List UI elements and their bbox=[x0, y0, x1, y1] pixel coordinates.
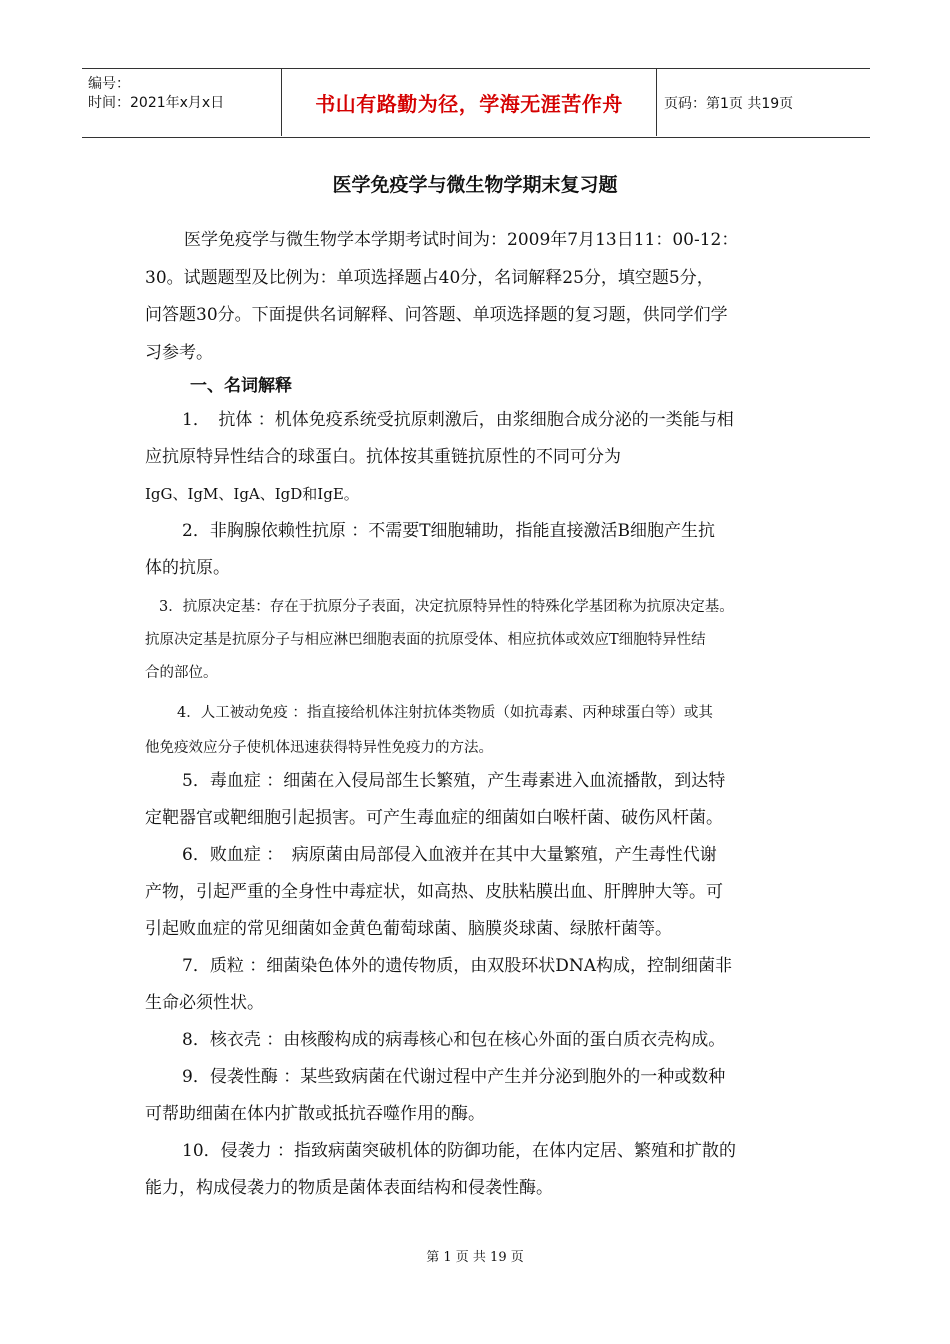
section-heading: 一、名词解释 bbox=[190, 376, 292, 396]
page-header bbox=[82, 68, 870, 138]
term-5 bbox=[145, 763, 825, 837]
term-line: 抗原决定基是抗原分子与相应淋巴细胞表面的抗原受体、相应抗体或效应T细胞特异性结 bbox=[145, 632, 706, 648]
term-line: 他免疫效应分子使机体迅速获得特异性免疫力的方法。 bbox=[145, 740, 493, 756]
term-line: IgG、IgM、IgA、IgD和IgE。 bbox=[145, 485, 359, 503]
term-6 bbox=[145, 837, 825, 948]
header-motto-cell bbox=[281, 69, 657, 136]
term-line: 10．侵袭力 ：指致病菌突破机体的防御功能，在体内定居、繁殖和扩散的 bbox=[165, 1141, 737, 1161]
term-7 bbox=[145, 948, 825, 1022]
term-10 bbox=[145, 1133, 825, 1207]
term-8 bbox=[145, 1022, 825, 1059]
term-line: 2．非胸腺依赖性抗原 ：不需要T细胞辅助，指能直接激活B细胞产生抗 bbox=[165, 521, 716, 541]
term-line: 体的抗原。 bbox=[145, 558, 230, 578]
term-line: 7．质粒 ：细菌染色体外的遗传物质，由双股环状DNA构成，控制细菌非 bbox=[165, 956, 733, 976]
document-title: 医学免疫学与微生物学期末复习题 bbox=[332, 174, 618, 196]
term-line: 3．抗原决定基：存在于抗原分子表面，决定抗原特异性的特殊化学基团称为抗原决定基。 bbox=[159, 599, 734, 615]
intro-line: 问答题30分。下面提供名词解释、问答题、单项选择题的复习题，供同学们学 bbox=[145, 305, 728, 325]
term-line: 4．人工被动免疫 ：指直接给机体注射抗体类物质（如抗毒素、丙种球蛋白等）或其 bbox=[177, 705, 713, 721]
term-line: 应抗原特异性结合的球蛋白。抗体按其重链抗原性的不同可分为 bbox=[145, 447, 621, 467]
intro-line: 习参考。 bbox=[145, 342, 213, 363]
intro-line: 30。试题题型及比例为：单项选择题占40分，名词解释25分，填空题5分， bbox=[145, 267, 714, 288]
term-line: 合的部位。 bbox=[145, 665, 218, 681]
term-line: 可帮助细菌在体内扩散或抵抗吞噬作用的酶。 bbox=[145, 1104, 485, 1124]
serial-label: 编号： bbox=[88, 76, 130, 92]
term-line: 5．毒血症 ：细菌在入侵局部生长繁殖，产生毒素进入血流播散，到达特 bbox=[165, 771, 726, 791]
term-line: 1． 抗体 ：机体免疫系统受抗原刺激后，由浆细胞合成分泌的一类能与相 bbox=[165, 410, 734, 430]
term-line: 定靶器官或靶细胞引起损害。可产生毒血症的细菌如白喉杆菌、破伤风杆菌。 bbox=[145, 808, 723, 828]
page-info: 页码：第1页 共19页 bbox=[664, 95, 794, 112]
motto: 书山有路勤为径，学海无涯苦作舟 bbox=[315, 92, 623, 116]
intro-paragraph bbox=[145, 222, 825, 372]
page-footer: 第 1 页 共 19 页 bbox=[426, 1250, 524, 1265]
term-line: 8．核衣壳 ：由核酸构成的病毒核心和包在核心外面的蛋白质衣壳构成。 bbox=[165, 1030, 726, 1050]
intro-line: 医学免疫学与微生物学本学期考试时间为：2009年7月13日11：00-12： bbox=[167, 230, 739, 250]
term-3 bbox=[145, 591, 825, 690]
term-9 bbox=[145, 1059, 825, 1133]
term-1 bbox=[145, 402, 825, 513]
term-line: 9．侵袭性酶 ：某些致病菌在代谢过程中产生并分泌到胞外的一种或数种 bbox=[165, 1067, 726, 1087]
term-line: 6．败血症 ： 病原菌由局部侵入血液并在其中大量繁殖，产生毒性代谢 bbox=[165, 845, 717, 865]
term-line: 生命必须性状。 bbox=[145, 993, 264, 1013]
term-line: 产物，引起严重的全身性中毒症状，如高热、皮肤粘膜出血、肝脾肿大等。可 bbox=[145, 882, 723, 902]
date-label: 时间：2021年x月x日 bbox=[88, 95, 225, 111]
header-page-info bbox=[664, 69, 793, 136]
term-line: 引起败血症的常见细菌如金黄色葡萄球菌、脑膜炎球菌、绿脓杆菌等。 bbox=[145, 919, 672, 939]
header-meta bbox=[88, 75, 224, 113]
term-2 bbox=[145, 513, 825, 587]
term-line: 能力，构成侵袭力的物质是菌体表面结构和侵袭性酶。 bbox=[145, 1178, 553, 1198]
term-4 bbox=[145, 696, 825, 766]
